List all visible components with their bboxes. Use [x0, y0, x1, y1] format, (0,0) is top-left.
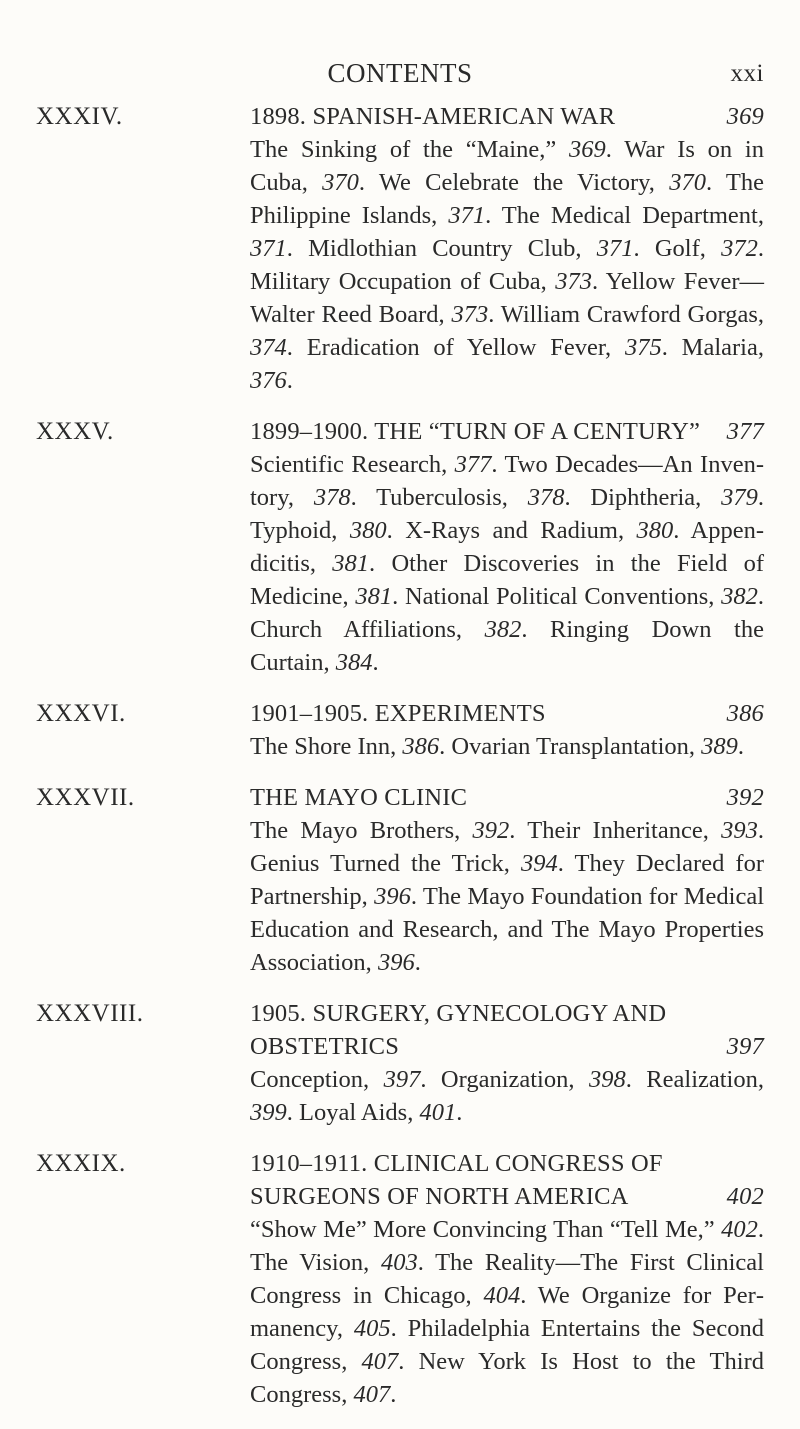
- chapter-title: 1910–1911. CLINICAL CONGRESS OF SURGEONS OF NORTH AMERICA: [250, 1150, 663, 1210]
- chapter-topics: [250, 730, 764, 763]
- topic-text: . We Celebrate the Victory,: [358, 169, 670, 196]
- topic-page: 394: [521, 850, 558, 877]
- chapter-numeral: XXXVIII.: [36, 1000, 144, 1027]
- chapter-page: 377: [726, 418, 764, 445]
- topic-text: . The Vision,: [250, 1216, 764, 1276]
- topic-text: . Diphtheria,: [564, 484, 722, 511]
- topic-page: 375: [624, 334, 662, 361]
- topic-text: . Malaria,: [661, 334, 764, 361]
- topic-page: 370: [322, 169, 359, 196]
- topic-page: 382: [721, 583, 758, 610]
- topic-page: 402: [721, 1216, 758, 1243]
- chapter-heading: [250, 415, 764, 448]
- chapter-title: 1905. SURGERY, GYNECOLOGY AND OBSTETRICS: [250, 1000, 667, 1060]
- chapter-numeral: XXXIV.: [36, 103, 123, 130]
- topic-page: 392: [472, 817, 510, 844]
- contents-list: [0, 100, 800, 1429]
- chapter-numeral: XXXIX.: [36, 1150, 126, 1177]
- topic-text: . Philadelphia Entertains the Second Congress,: [250, 1315, 764, 1375]
- topic-page: 373: [451, 301, 489, 328]
- topic-page: 389: [701, 733, 738, 760]
- topic-page: 401: [419, 1099, 457, 1126]
- topic-page: 381: [355, 583, 393, 610]
- topic-text: .: [737, 733, 745, 760]
- topic-page: 404: [483, 1282, 521, 1309]
- topic-text: . The Mayo Foundation for Medical Education and Research, and The Mayo Properties Association,: [250, 883, 764, 976]
- topic-text: .: [390, 1381, 397, 1408]
- topic-text: . Eradication of Yellow Fever,: [286, 334, 625, 361]
- topic-text: .: [456, 1099, 463, 1126]
- chapter-page: 386: [726, 700, 764, 727]
- topic-text: . Their Inheritance,: [509, 817, 722, 844]
- topic-page: 376: [250, 367, 287, 394]
- topic-page: 371: [448, 202, 486, 229]
- topic-page: 405: [353, 1315, 391, 1342]
- chapter-topics: [250, 133, 764, 397]
- chapter-page: 402: [726, 1183, 764, 1210]
- topic-text: . Military Occupation of Cuba,: [250, 235, 764, 295]
- topic-text: . Organization,: [420, 1066, 589, 1093]
- topic-page: 382: [484, 616, 522, 643]
- topic-page: 371: [250, 235, 287, 262]
- chapter-page: 397: [726, 1033, 764, 1060]
- topic-page: 407: [361, 1348, 399, 1375]
- topic-page: 399: [250, 1099, 287, 1126]
- chapter-entry: [0, 1147, 800, 1411]
- topic-text: “Show Me” More Convincing Than “Tell Me,”: [250, 1216, 722, 1243]
- topic-page: 397: [383, 1066, 421, 1093]
- topic-text: . Genius Turned the Trick,: [250, 817, 765, 877]
- topic-text: . Golf,: [633, 235, 722, 262]
- topic-text: The Sinking of the “Maine,”: [250, 136, 570, 163]
- topic-text: . Realization,: [625, 1066, 764, 1093]
- chapter-entry: [0, 697, 800, 763]
- topic-page: 374: [250, 334, 287, 361]
- chapter-heading: [250, 1147, 764, 1213]
- topic-text: . Ringing Down the Curtain,: [250, 616, 764, 676]
- chapter-page: 392: [726, 784, 764, 811]
- chapter-title: 1898. SPANISH-AMERICAN WAR: [250, 103, 616, 130]
- topic-page: 398: [588, 1066, 626, 1093]
- chapter-title: THE MAYO CLINIC: [250, 784, 468, 811]
- page-number: xxi: [730, 60, 764, 87]
- topic-text: . New York Is Host to the Third Congress,: [250, 1348, 764, 1408]
- chapter-numeral: XXXVI.: [36, 700, 126, 727]
- topic-text: . Yellow Fever— Walter Reed Board,: [250, 268, 764, 328]
- topic-text: .: [372, 649, 379, 676]
- topic-page: 403: [380, 1249, 418, 1276]
- topic-text: . Other Discoveries in the Field of Medicine,: [250, 550, 765, 610]
- topic-text: . Ovarian Transplantation,: [439, 733, 702, 760]
- chapter-title: 1899–1900. THE “TURN OF A CENTURY”: [250, 418, 701, 445]
- chapter-numeral: XXXV.: [36, 418, 114, 445]
- topic-text: .: [414, 949, 421, 976]
- topic-page: 378: [313, 484, 351, 511]
- chapter-body: [250, 1147, 764, 1411]
- topic-page: 372: [721, 235, 758, 262]
- topic-text: . William Crawford Gorgas,: [488, 301, 764, 328]
- page-title: CONTENTS: [327, 58, 473, 88]
- topic-page: 396: [377, 949, 415, 976]
- topic-page: 396: [374, 883, 411, 910]
- chapter-topics: [250, 814, 764, 979]
- topic-page: 380: [349, 517, 387, 544]
- topic-text: . We Organize for Permanency,: [250, 1282, 764, 1342]
- topic-page: 370: [669, 169, 706, 196]
- topic-page: 369: [569, 136, 606, 163]
- chapter-body: [250, 697, 764, 763]
- topic-page: 380: [636, 517, 674, 544]
- chapter-entry: [0, 415, 800, 679]
- topic-text: . War Is on in Cuba,: [250, 136, 764, 196]
- topic-text: Conception,: [250, 1066, 384, 1093]
- topic-text: . X-Rays and Radium,: [386, 517, 637, 544]
- topic-text: . Typhoid,: [250, 484, 764, 544]
- chapter-body: [250, 100, 764, 397]
- topic-text: . Tuberculosis,: [350, 484, 528, 511]
- topic-text: The Shore Inn,: [250, 733, 403, 760]
- topic-text: . Two Decades—An Inventory,: [250, 451, 764, 511]
- topic-text: .: [286, 367, 293, 394]
- topic-text: . Appendicitis,: [250, 517, 765, 577]
- topic-page: 381: [332, 550, 370, 577]
- running-head: [0, 58, 800, 92]
- chapter-body: [250, 415, 764, 679]
- topic-page: 384: [335, 649, 373, 676]
- topic-text: Scientific Research,: [250, 451, 455, 478]
- topic-page: 371: [596, 235, 634, 262]
- chapter-entry: [0, 997, 800, 1129]
- topic-text: . The Reality—The First Clinical Congress in Chicago,: [250, 1249, 764, 1309]
- topic-text: . Midlothian Country Club,: [286, 235, 597, 262]
- topic-text: The Mayo Brothers,: [250, 817, 473, 844]
- chapter-heading: [250, 100, 764, 133]
- topic-text: . The Philippine Islands,: [250, 169, 764, 229]
- chapter-page: 369: [726, 103, 764, 130]
- topic-page: 373: [555, 268, 592, 295]
- chapter-entry: [0, 100, 800, 397]
- topic-page: 378: [527, 484, 565, 511]
- topic-text: . National Political Conventions,: [392, 583, 722, 610]
- chapter-topics: [250, 1063, 764, 1129]
- topic-text: . They Declared for Partnership,: [250, 850, 764, 910]
- topic-page: 386: [402, 733, 440, 760]
- topic-text: . The Medical Department,: [485, 202, 764, 229]
- topic-page: 377: [454, 451, 492, 478]
- topic-text: . Church Affiliations,: [250, 583, 764, 643]
- topic-page: 379: [721, 484, 758, 511]
- topic-page: 407: [353, 1381, 391, 1408]
- topic-page: 393: [721, 817, 758, 844]
- chapter-heading: [250, 697, 764, 730]
- chapter-heading: [250, 997, 764, 1063]
- chapter-topics: [250, 448, 764, 679]
- chapter-heading: [250, 781, 764, 814]
- chapter-title: 1901–1905. EXPERIMENTS: [250, 700, 546, 727]
- chapter-numeral: XXXVII.: [36, 784, 135, 811]
- chapter-entry: [0, 781, 800, 979]
- chapter-body: [250, 997, 764, 1129]
- chapter-body: [250, 781, 764, 979]
- chapter-topics: [250, 1213, 764, 1411]
- topic-text: . Loyal Aids,: [286, 1099, 420, 1126]
